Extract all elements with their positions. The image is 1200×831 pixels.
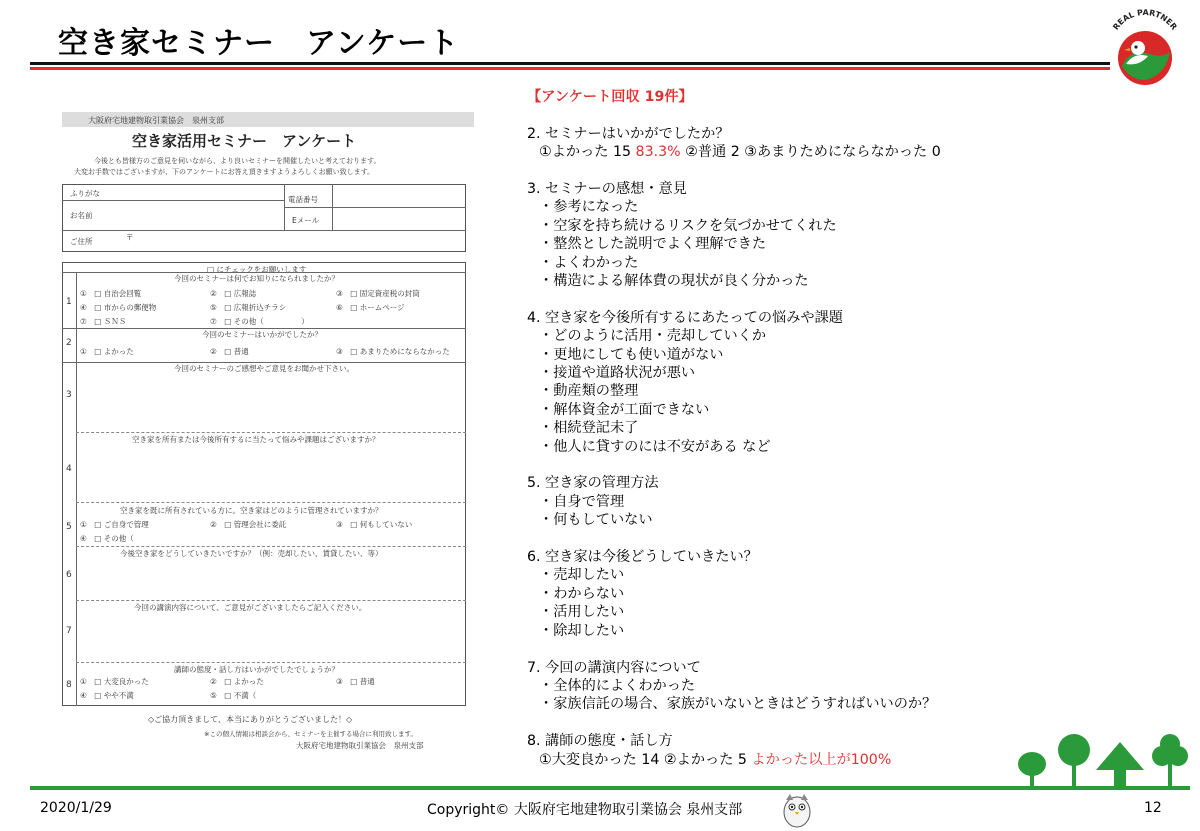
- field-phone: 電話番号: [288, 195, 318, 204]
- form-q5: 空き家を既に所有されている方に。空き家はどのように管理されていますか？: [120, 506, 383, 515]
- logo-brand-text: REAL PARTNER: [1111, 8, 1179, 32]
- page-number: 12: [1144, 800, 1162, 816]
- form-q8: 講師の態度・話し方はいかがでしたでしょうか？: [174, 665, 339, 674]
- form-footer-org: 大阪府宅地建物取引業協会 泉州支部: [296, 741, 424, 750]
- check-note: □ にチェックをお願いします: [207, 265, 307, 274]
- form-q4: 空き家を所有または今後所有するに当たって悩みや課題はございますか？: [132, 435, 380, 444]
- survey-q2-pct: 83.3%: [635, 144, 681, 161]
- list-item: ・動産類の整理: [539, 383, 639, 400]
- form-title: 空き家活用セミナー アンケート: [132, 132, 357, 150]
- list-item: ・構造による解体費の現状が良く分かった: [539, 273, 809, 290]
- list-item: ・自身で管理: [539, 493, 625, 510]
- list-item: ・わからない: [539, 585, 625, 602]
- list-item: ・空家を持ち続けるリスクを気づかせてくれた: [539, 217, 837, 234]
- field-furigana: ふりがな: [70, 189, 100, 198]
- contact-box: [62, 184, 466, 252]
- tree-icon: [1058, 734, 1090, 786]
- list-item: ・参考になった: [539, 199, 639, 216]
- survey-form-image: 大阪府宅地建物取引業協会 泉州支部 空き家活用セミナー アンケート 今後とも皆様方のご意見を伺いながら、より良いセミナーを開催したいと考えております。 大変お手数ではございますが、下のアンケートにお答え頂きますようよろしくお願い致します。 ふりがな お名前 電話番号 Eメール ご住所 〒 □ にチェックをお願いします 今回のセミナーは何でお知りになられましたか？ 1 ① □ 自治会回覧 ② □ 広報誌 ③ □ 固定資産税の封筒 ④ □ 市からの郵便物 ⑤ □ 広報折込チラシ ⑥ □ ホームページ ⑦ □ ＳＮＳ ⑦ □ その他（ ） 今回のセミナーはいかがでしたか？ 2 ① □ よかった ② □ 普通 ③ □ あまりためにならなかった 今回のセミナーのご感想やご意見をお聞かせ下さい。 3 空き家を所有または今後所有するに当たって悩みや課題はございますか？ 4 空き家を既に所有されている方に。空き家はどのように管理されていますか？ 5 ① □ ご自身で管理 ② □ 管理会社に委託 ③ □ 何もしていない ④ □ その他（ 今後空き家をどうしていきたいですか？（例：売却したい、賃貸したい、等） 6 今回の講演内容について、ご意見がございましたらご記入ください。 7 講師の態度・話し方はいかがでしたでしょうか？ 8 ① □ 大変良かった ② □ よかった ③ □ 普通 ④ □ やや不満 ⑤ □ 不満（ ◇ご協力頂きまして、本当にありがとうございました！◇ ※この個人情報は相談会から、セミナーを主催する場合に利用致します。 大阪府宅地建物取引業協会 泉州支部: [62, 112, 474, 754]
- field-address: ご住所: [70, 237, 93, 246]
- list-item: ・整然とした説明でよく理解できた: [539, 236, 767, 253]
- list-item: ・接道や道路状況が悪い: [539, 365, 696, 382]
- list-item: ・よくわかった: [539, 254, 639, 271]
- real-partner-logo: [1100, 8, 1190, 88]
- form-q7: 今回の講演内容について、ご意見がございましたらご記入ください。: [134, 603, 367, 612]
- list-item: ・他人に貸すのには不安がある など: [539, 438, 771, 455]
- survey-q4: [527, 309, 1187, 456]
- survey-q6-title: 6. 空き家は今後どうしていきたい？: [527, 549, 758, 566]
- survey-q8-result: ①大変良かった 14 ②よかった 5 よかった以上が100%: [539, 751, 892, 768]
- footer-rule: [30, 786, 1190, 790]
- survey-q5-title: 5. 空き家の管理方法: [527, 475, 659, 492]
- svg-text:REAL PARTNER: [1111, 8, 1178, 32]
- form-thanks: ◇ご協力頂きまして、本当にありがとうございました！◇: [148, 715, 353, 724]
- footer-copyright: Copyright© 大阪府宅地建物取引業協会 泉州支部: [427, 802, 743, 818]
- survey-q3-title: 3. セミナーの感想・意見: [527, 181, 687, 197]
- list-item: ・どのように活用・売却していくか: [539, 328, 767, 345]
- list-item: ・解体資金が工面できない: [539, 401, 710, 418]
- survey-q3: [527, 180, 1187, 290]
- form-q2: 今回のセミナーはいかがでしたか？: [202, 330, 322, 339]
- survey-q6: [527, 548, 1187, 640]
- tree-icon: [1096, 742, 1144, 786]
- survey-count: 【アンケート回収 19件】: [527, 89, 693, 105]
- form-q3: 今回のセミナーのご感想やご意見をお聞かせ下さい。: [174, 364, 354, 373]
- slide-title: 空き家セミナー アンケート: [58, 26, 460, 61]
- trees-decoration: [1010, 732, 1190, 788]
- survey-q8-highlight: よかった以上が100%: [751, 751, 892, 768]
- form-intro-2: 大変お手数ではございますが、下のアンケートにお答え頂きますようよろしくお願い致します。: [74, 168, 375, 176]
- form-q1: 今回のセミナーは何でお知りになられましたか？: [174, 274, 339, 283]
- survey-q8-title: 8. 講師の態度・話し方: [527, 733, 673, 750]
- list-item: ・売却したい: [539, 567, 625, 584]
- form-intro-1: 今後とも皆様方のご意見を伺いながら、より良いセミナーを開催したいと考えております。: [94, 157, 381, 165]
- field-name: お名前: [70, 211, 93, 220]
- mascot-icon: [778, 790, 816, 830]
- field-postal: 〒: [126, 233, 134, 242]
- title-underline-red: [30, 67, 1110, 70]
- footer-date: 2020/1/29: [40, 800, 112, 816]
- form-q6: 今後空き家をどうしていきたいですか？（例：売却したい、賃貸したい、等）: [120, 549, 383, 558]
- field-email: Eメール: [292, 216, 320, 225]
- tree-icon: [1152, 734, 1188, 786]
- list-item: ・活用したい: [539, 604, 625, 621]
- list-item: ・相続登記未了: [539, 420, 639, 437]
- tree-icon: [1018, 752, 1046, 786]
- list-item: ・何もしていない: [539, 512, 653, 529]
- survey-q2: [527, 125, 1187, 162]
- survey-results: [527, 88, 1187, 769]
- list-item: ・除却したい: [539, 622, 625, 639]
- survey-q2-title: 2. セミナーはいかがでしたか？: [527, 125, 730, 142]
- survey-q7-title: 7. 今回の講演内容について: [527, 659, 701, 676]
- list-item: ・家族信託の場合、家族がいないときはどうすればいいのか？: [539, 696, 937, 713]
- form-org: 大阪府宅地建物取引業協会 泉州支部: [88, 116, 224, 125]
- title-underline-black: [30, 62, 1110, 65]
- form-privacy: ※この個人情報は相談会から、セミナーを主催する場合に利用致します。: [204, 730, 417, 738]
- survey-q2-result: ①よかった 15 83.3% ②普通 2 ③あまりためにならなかった 0: [539, 144, 941, 161]
- list-item: ・更地にしても使い道がない: [539, 346, 724, 363]
- survey-q5: [527, 474, 1187, 529]
- survey-q7: [527, 659, 1187, 714]
- survey-q4-title: 4. 空き家を今後所有するにあたっての悩みや課題: [527, 309, 843, 326]
- list-item: ・全体的によくわかった: [539, 677, 696, 694]
